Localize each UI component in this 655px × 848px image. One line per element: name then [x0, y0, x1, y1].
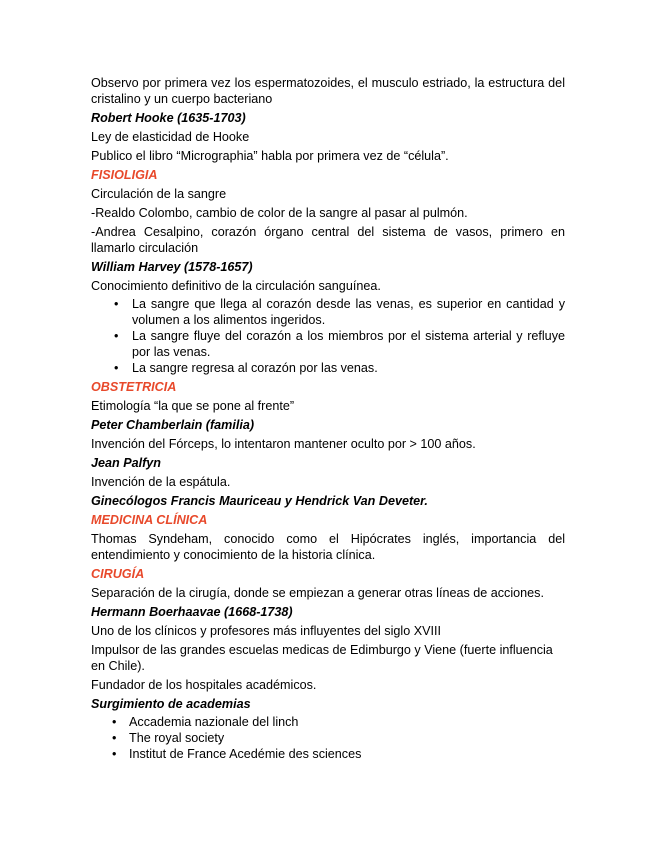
harvey-paragraph: Conocimiento definitivo de la circulación sanguínea.: [91, 279, 381, 293]
list-item: • La sangre fluye del corazón a los miembros por el sistema arterial y refluye por las venas.: [91, 328, 565, 360]
cirugia-paragraph: Separación de la cirugía, donde se empiezan a generar otras líneas de acciones.: [91, 586, 544, 600]
heading-hermann-boerhaavae: Hermann Boerhaavae (1668-1738): [91, 605, 293, 619]
document-body: [91, 75, 565, 762]
heading-academias: Surgimiento de academias: [91, 697, 251, 711]
heading-william-harvey: William Harvey (1578-1657): [91, 260, 253, 274]
section-medicina-clinica: MEDICINA CLÍNICA: [91, 513, 208, 527]
forceps-paragraph: Invención del Fórceps, lo intentaron mantener oculto por > 100 años.: [91, 437, 476, 451]
heading-robert-hooke: Robert Hooke (1635-1703): [91, 111, 246, 125]
academias-bullet-list: [91, 714, 565, 762]
list-item: • Accademia nazionale del linch: [91, 714, 565, 730]
harvey-bullet-list: [91, 296, 565, 376]
heading-peter-chamberlain: Peter Chamberlain (familia): [91, 418, 255, 432]
list-item: • La sangre regresa al corazón por las venas.: [91, 360, 565, 376]
intro-paragraph: Observo por primera vez los espermatozoides, el musculo estriado, la estructura del cristalino y un cuerpo bacteriano: [91, 76, 565, 106]
heading-ginecologos: Ginecólogos Francis Mauriceau y Hendrick Van Deveter.: [91, 494, 428, 508]
section-fisiologia: FISIOLIGIA: [91, 168, 158, 182]
espatula-paragraph: Invención de la espátula.: [91, 475, 231, 489]
boerhaavae-paragraph-1: Uno de los clínicos y profesores más influyentes del siglo XVIII: [91, 624, 441, 638]
section-cirugia: CIRUGÍA: [91, 567, 145, 581]
list-item: • La sangre que llega al corazón desde las venas, es superior en cantidad y volumen a los alimentos ingeridos.: [91, 296, 565, 328]
boerhaavae-paragraph-3: Fundador de los hospitales académicos.: [91, 678, 317, 692]
micrographia-paragraph: Publico el libro “Micrographia” habla por primera vez de “célula”.: [91, 149, 449, 163]
heading-jean-palfyn: Jean Palfyn: [91, 456, 161, 470]
circulacion-paragraph: Circulación de la sangre: [91, 187, 227, 201]
syndeham-paragraph: Thomas Syndeham, conocido como el Hipócrates inglés, importancia del entendimiento y conocimiento de la historia clínica.: [91, 532, 565, 562]
boerhaavae-paragraph-2: Impulsor de las grandes escuelas medicas de Edimburgo y Viene (fuerte influencia en Chile).: [91, 643, 553, 673]
list-item: • The royal society: [91, 730, 565, 746]
etimologia-paragraph: Etimología “la que se pone al frente”: [91, 399, 295, 413]
section-obstetricia: OBSTETRICIA: [91, 380, 177, 394]
list-item: • Institut de France Acedémie des sciences: [91, 746, 565, 762]
hooke-law-paragraph: Ley de elasticidad de Hooke: [91, 130, 250, 144]
colombo-paragraph: -Realdo Colombo, cambio de color de la sangre al pasar al pulmón.: [91, 206, 468, 220]
cesalpino-paragraph: -Andrea Cesalpino, corazón órgano central del sistema de vasos, primero en llamarlo circulación: [91, 225, 565, 255]
